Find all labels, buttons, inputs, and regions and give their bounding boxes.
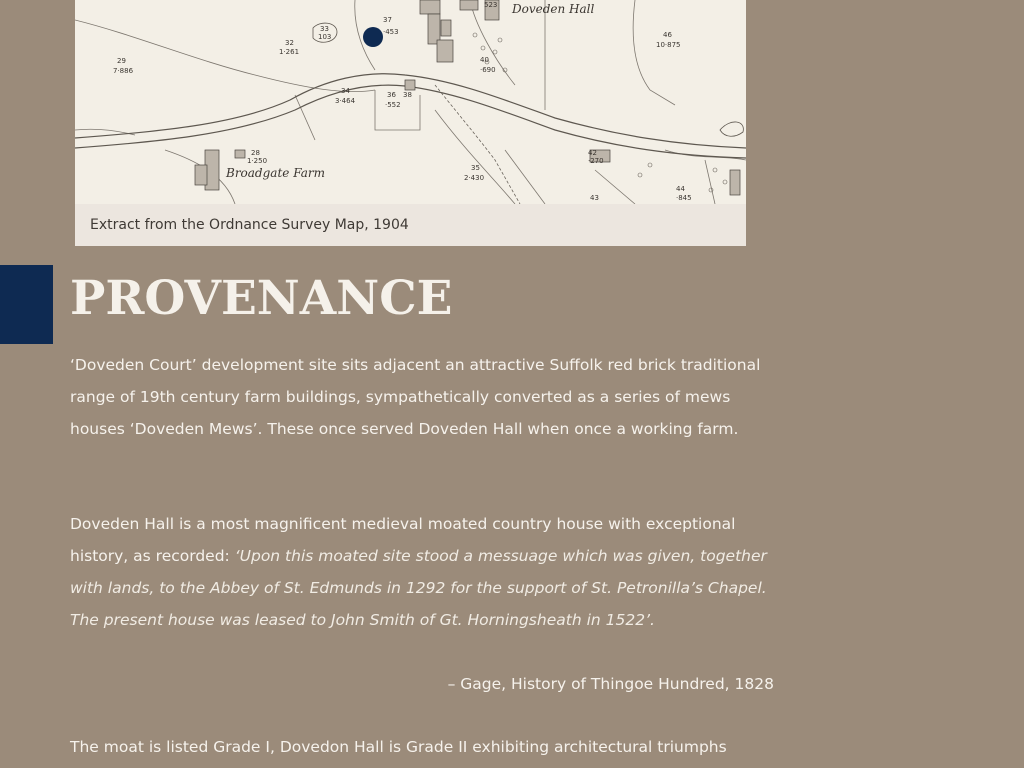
quote-attribution: – Gage, History of Thingoe Hundred, 1828 <box>447 675 774 693</box>
parcel-label: 29 <box>117 57 126 65</box>
parcel-label: 1·250 <box>247 157 268 165</box>
body-paragraph <box>70 508 780 636</box>
place-label-doveden-hall: Doveden Hall <box>512 2 595 16</box>
parcel-label: 33 <box>320 25 329 33</box>
map-caption: Extract from the Ordnance Survey Map, 1904 <box>75 204 746 246</box>
parcel-label: 34 <box>341 87 350 95</box>
parcel-label: 1·261 <box>279 48 300 56</box>
parcel-label: 32 <box>285 39 294 47</box>
parcel-label: 103 <box>318 33 332 41</box>
parcel-label: 3·464 <box>335 97 356 105</box>
parcel-label: 2·430 <box>464 174 485 182</box>
parcel-label: ·270 <box>588 157 604 165</box>
parcel-label: 36 <box>387 91 396 99</box>
parcel-label: 42 <box>588 149 597 157</box>
historical-quote: ‘Upon this moated site stood a messuage which was given, together with lands, to the Abbey of St. Edmunds in 1292 for the support of St. Petronilla’s Chapel. The present house was leased to John Smith of Gt. Horningsheath in 1522’. <box>70 547 767 629</box>
parcel-label: ·552 <box>385 101 401 109</box>
accent-block <box>0 265 53 344</box>
body-paragraph: The moat is listed Grade I, Dovedon Hall is Grade II exhibiting architectural triumphs <box>70 738 727 756</box>
map-figure <box>75 0 746 246</box>
parcel-label: 40 <box>480 56 489 64</box>
body-paragraph: ‘Doveden Court’ development site sits adjacent an attractive Suffolk red brick traditional range of 19th century farm buildings, sympathetically converted as a series of mews houses ‘Doveden Mews’. These once served Doveden Hall when once a working farm. <box>70 356 761 438</box>
parcel-label: 523 <box>484 1 498 9</box>
ordnance-survey-map <box>75 0 746 204</box>
parcel-label: 44 <box>676 185 685 193</box>
parcel-label: 35 <box>471 164 480 172</box>
parcel-label: 7·886 <box>113 67 134 75</box>
section-title: PROVENANCE <box>70 271 453 326</box>
paragraph-intro: Doveden Hall is a most magnificent medieval moated country house with exceptional history, as recorded: <box>70 515 736 565</box>
parcel-label: 43 <box>590 194 599 202</box>
parcel-label: ·453 <box>383 28 399 36</box>
location-marker <box>363 27 383 47</box>
parcel-label: ·845 <box>676 194 692 202</box>
parcel-label: ·690 <box>480 66 496 74</box>
parcel-label: 10·875 <box>656 41 681 49</box>
parcel-label: 28 <box>251 149 260 157</box>
parcel-label: 37 <box>383 16 392 24</box>
parcel-label: 46 <box>663 31 672 39</box>
place-label-broadgate-farm: Broadgate Farm <box>226 166 325 180</box>
parcel-label: 38 <box>403 91 412 99</box>
